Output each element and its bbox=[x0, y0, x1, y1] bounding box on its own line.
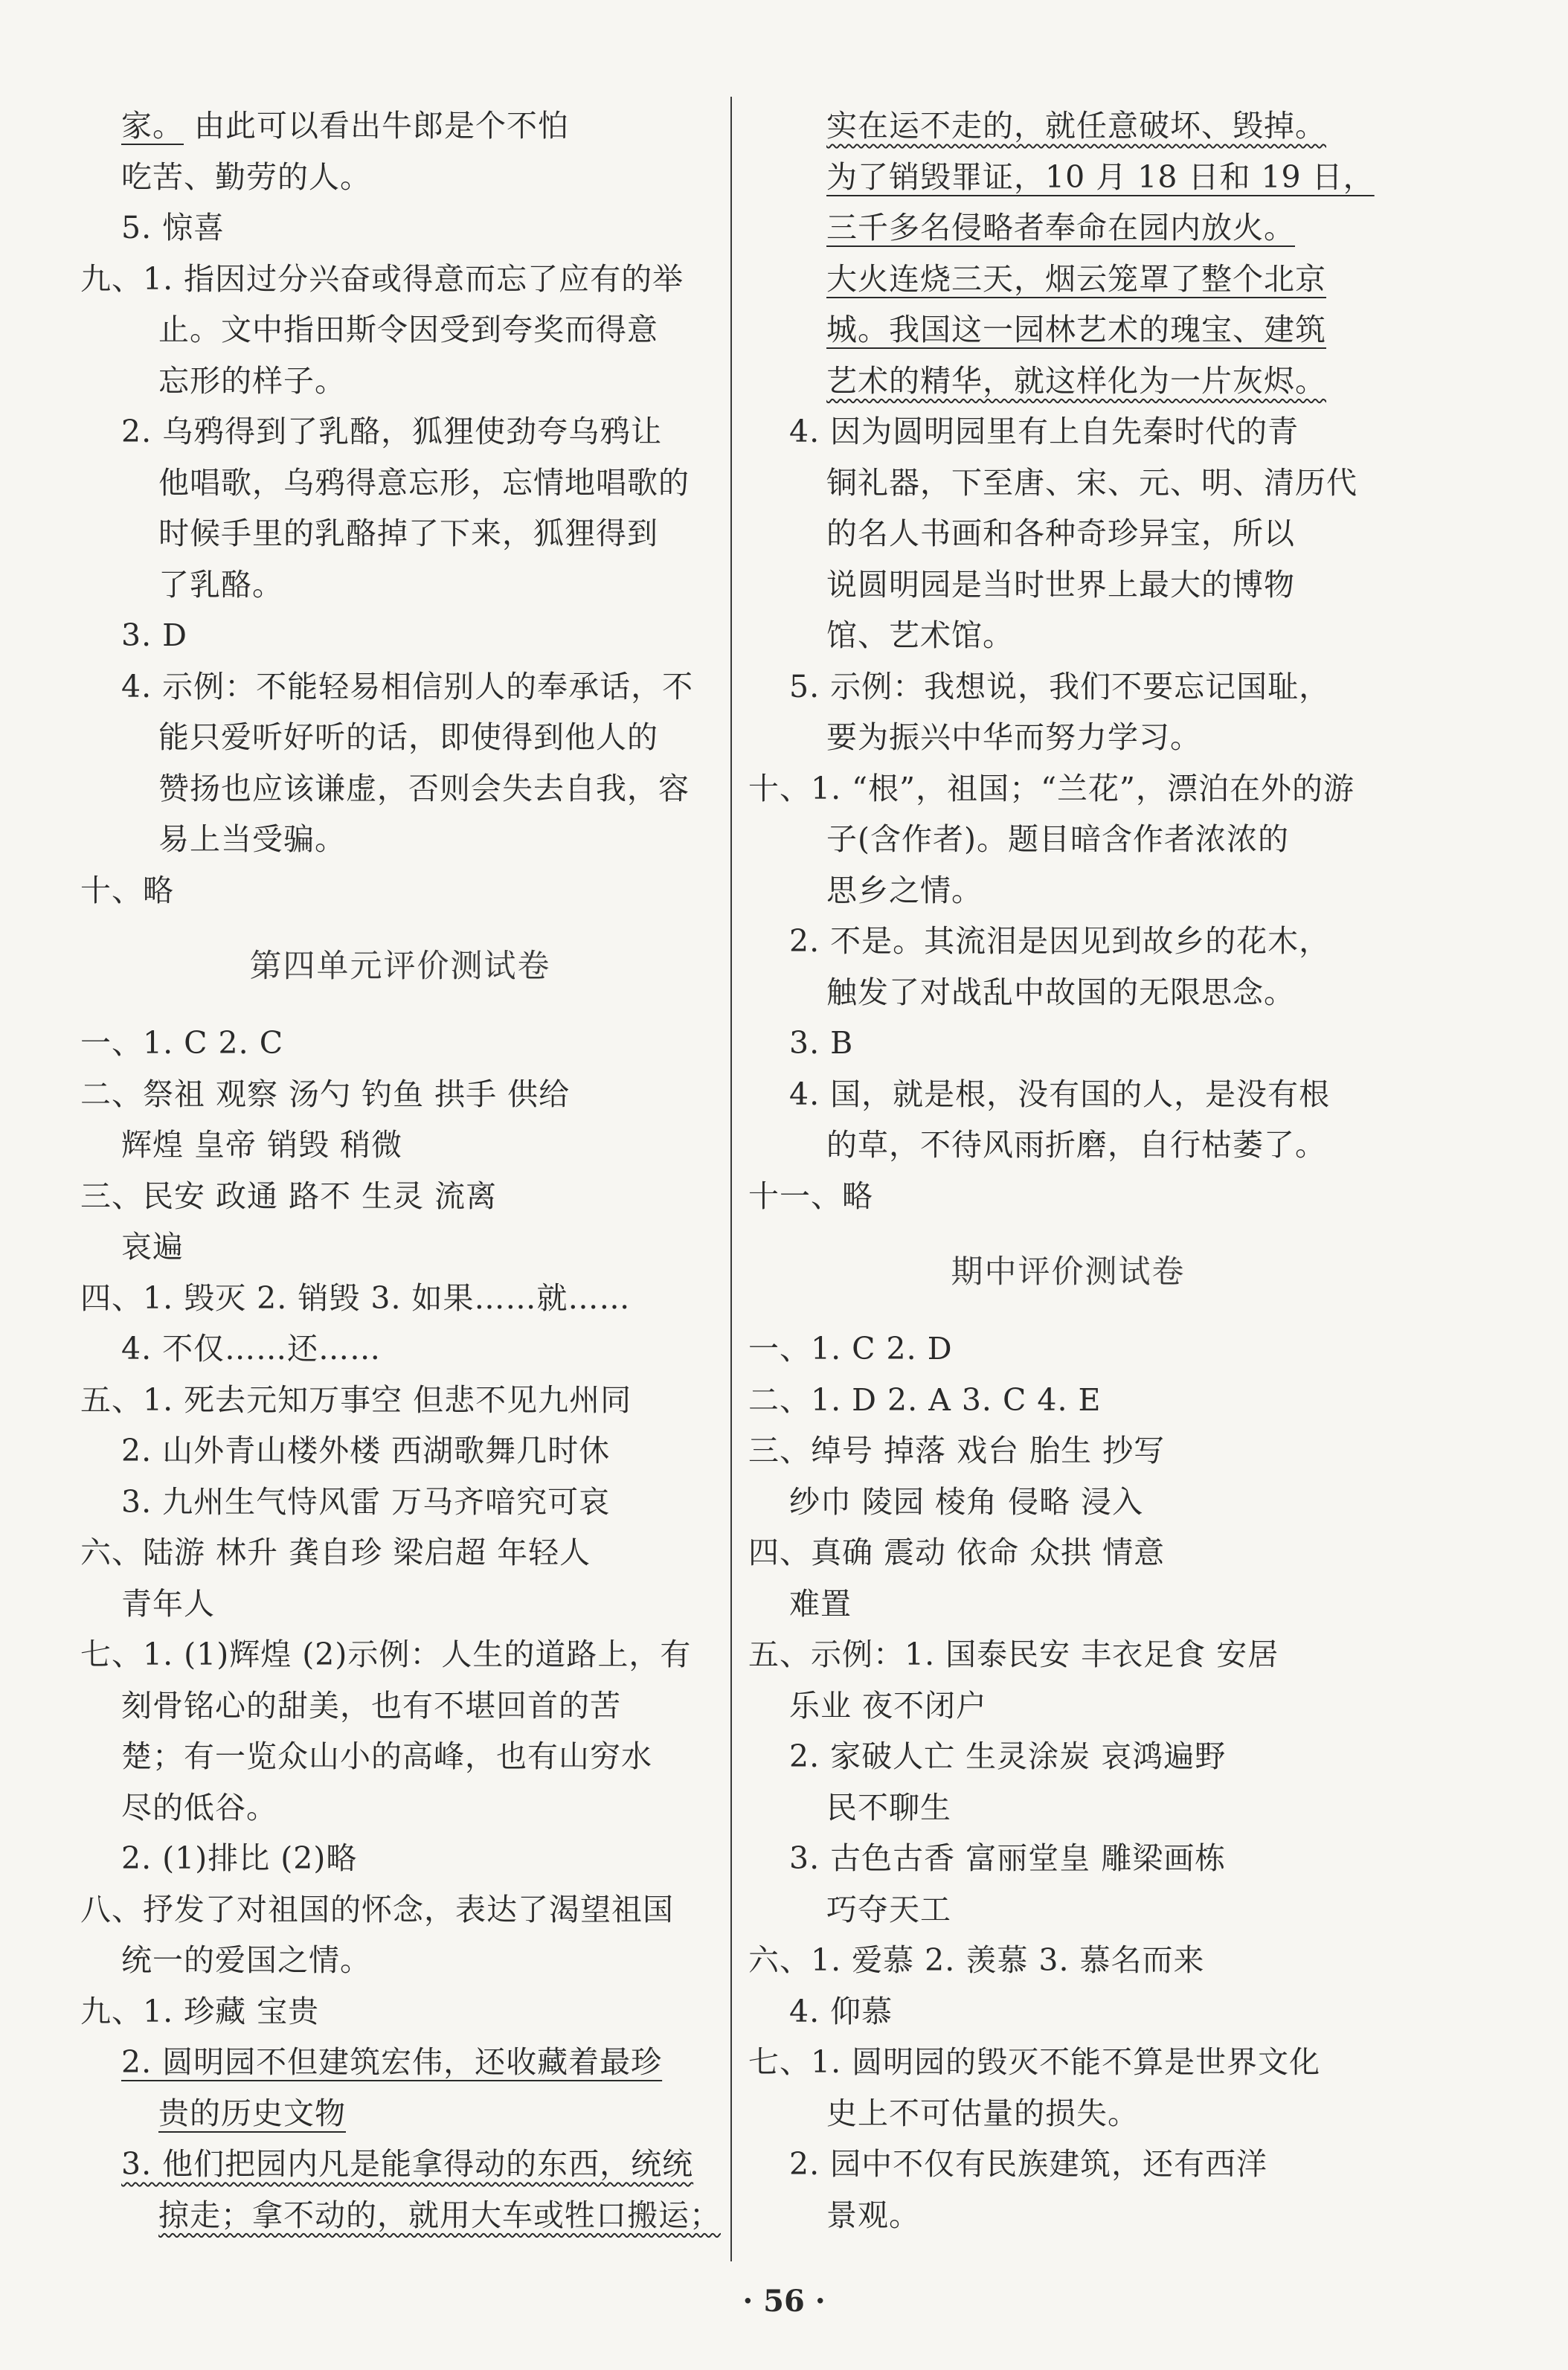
answer-line: 的草，不待风雨折磨，自行枯萎了。 bbox=[826, 1127, 1326, 1163]
answer-line: 4. 仰慕 bbox=[789, 1993, 893, 2029]
answer-line: 馆、艺术馆。 bbox=[826, 617, 1014, 653]
answer-line: 4. 示例：不能轻易相信别人的奉承话，不 bbox=[121, 668, 694, 704]
answer-line: 辉煌 皇帝 销毁 稍微 bbox=[121, 1127, 403, 1163]
answer-line: 易上当受骗。 bbox=[158, 821, 346, 857]
answer-line: 铜礼器，下至唐、宋、元、明、清历代 bbox=[826, 464, 1357, 501]
answer-line bbox=[80, 2190, 720, 2241]
answer-line: 3. 古色古香 富丽堂皇 雕梁画栋 bbox=[789, 1840, 1227, 1876]
answer-line: 2. 园中不仅有民族建筑，还有西洋 bbox=[789, 2146, 1268, 2182]
answer-line: 五、1. 死去元知万事空 但悲不见九州同 bbox=[80, 1381, 632, 1418]
answer-line: 赞扬也应该谦虚，否则会失去自我，容 bbox=[158, 770, 690, 806]
wavy-underlined-text: 实在运不走的，就任意破坏、毁掉。 bbox=[826, 108, 1326, 144]
answer-line bbox=[80, 2037, 720, 2088]
answer-line: 4. 因为圆明园里有上自先秦时代的青 bbox=[789, 414, 1299, 449]
answer-line bbox=[80, 2139, 720, 2190]
wavy-underlined-text: 艺术的精华，就这样化为一片灰烬。 bbox=[826, 362, 1326, 399]
answer-line: 2. 乌鸦得到了乳酪，狐狸使劲夸乌鸦让 bbox=[121, 414, 663, 449]
answer-line: 景观。 bbox=[826, 2197, 920, 2233]
answer-line: 难置 bbox=[789, 1585, 852, 1622]
answer-line: 尽的低谷。 bbox=[121, 1789, 277, 1825]
answer-line bbox=[748, 254, 1388, 305]
answer-line: 2. 山外青山楼外楼 西湖歌舞几时休 bbox=[121, 1433, 611, 1468]
answer-line bbox=[748, 356, 1388, 407]
answer-line: 六、陆游 林升 龚自珍 梁启超 年轻人 bbox=[80, 1535, 591, 1570]
answer-line bbox=[748, 152, 1388, 203]
underlined-text: 2. 圆明园不但建筑宏伟，还收藏着最珍 bbox=[121, 2044, 663, 2080]
answer-line: 四、1. 毁灭 2. 销毁 3. 如果……就…… bbox=[80, 1279, 631, 1316]
answer-line: 3. 九州生气恃风雷 万马齐喑究可哀 bbox=[121, 1483, 611, 1520]
answer-line: 十、略 bbox=[80, 872, 174, 908]
answer-line: 时候手里的乳酪掉了下来，狐狸得到 bbox=[158, 516, 658, 551]
answer-line bbox=[748, 304, 1388, 356]
section-title: 第四单元评价测试卷 bbox=[249, 948, 551, 985]
answer-line: 十、1. “根”，祖国；“兰花”，漂泊在外的游 bbox=[748, 770, 1355, 806]
answer-line: 五、示例：1. 国泰民安 丰衣足食 安居 bbox=[748, 1637, 1279, 1672]
answer-line: 九、1. 珍藏 宝贵 bbox=[80, 1993, 320, 2029]
underlined-text: 三千多名侵略者奉命在园内放火。 bbox=[826, 210, 1295, 245]
answer-line: 民不聊生 bbox=[826, 1789, 951, 1825]
answer-line bbox=[80, 100, 720, 152]
answer-line: 三、绰号 掉落 戏台 胎生 抄写 bbox=[748, 1433, 1166, 1468]
underlined-text: 为了销毁罪证，10 月 18 日和 19 日， bbox=[826, 158, 1375, 195]
right-column bbox=[748, 100, 1388, 2241]
answer-line: 了乳酪。 bbox=[158, 566, 283, 603]
answer-line bbox=[748, 202, 1388, 254]
answer-line: 青年人 bbox=[121, 1585, 215, 1622]
answer-line: 乐业 夜不闭户 bbox=[789, 1687, 988, 1724]
answer-line: 一、1. C 2. C bbox=[80, 1025, 284, 1061]
answer-line: 5. 示例：我想说，我们不要忘记国耻， bbox=[789, 668, 1331, 704]
answer-line: 纱巾 陵园 棱角 侵略 浸入 bbox=[789, 1483, 1144, 1520]
answer-line: 触发了对战乱中故国的无限思念。 bbox=[826, 974, 1295, 1010]
answer-line: 楚；有一览众山小的高峰，也有山穷水 bbox=[121, 1738, 652, 1774]
answer-line: 哀遍 bbox=[121, 1229, 184, 1265]
answer-line: 六、1. 爱慕 2. 羡慕 3. 慕名而来 bbox=[748, 1942, 1205, 1978]
answer-line: 刻骨铭心的甜美，也有不堪回首的苦 bbox=[121, 1687, 621, 1724]
underlined-text: 贵的历史文物 bbox=[158, 2095, 346, 2131]
answer-line bbox=[80, 2088, 720, 2139]
answer-line: 七、1. 圆明园的毁灭不能不算是世界文化 bbox=[748, 2044, 1321, 2080]
answer-line: 统一的爱国之情。 bbox=[121, 1942, 371, 1978]
answer-line: 十一、略 bbox=[748, 1178, 873, 1214]
answer-line: 史上不可估量的损失。 bbox=[826, 2095, 1139, 2131]
answer-line: 忘形的样子。 bbox=[158, 362, 346, 399]
answer-line: 要为振兴中华而努力学习。 bbox=[826, 719, 1201, 755]
answer-line: 止。文中指田斯令因受到夸奖而得意 bbox=[158, 312, 658, 347]
answer-line: 2. 家破人亡 生灵涂炭 哀鸿遍野 bbox=[789, 1738, 1227, 1774]
underlined-text: 大火连烧三天，烟云笼罩了整个北京 bbox=[826, 260, 1326, 297]
wavy-underlined-text: 掠走；拿不动的，就用大车或牲口搬运； bbox=[158, 2197, 721, 2233]
answer-line: 3. D bbox=[121, 617, 188, 653]
page-number: · 56 · bbox=[742, 2284, 826, 2319]
answer-line: 子(含作者)。题目暗含作者浓浓的 bbox=[826, 821, 1289, 857]
answer-line: 能只爱听好听的话，即使得到他人的 bbox=[158, 719, 658, 755]
answer-line: 4. 不仅……还…… bbox=[121, 1331, 382, 1367]
answer-line: 二、祭祖 观察 汤勺 钓鱼 拱手 供给 bbox=[80, 1076, 571, 1112]
answer-line: 的名人书画和各种奇珍异宝，所以 bbox=[826, 516, 1295, 551]
answer-line: 他唱歌，乌鸦得意忘形，忘情地唱歌的 bbox=[158, 464, 690, 501]
answer-line: 吃苦、勤劳的人。 bbox=[121, 158, 371, 195]
answer-line: 3. B bbox=[789, 1025, 854, 1061]
answer-line: 2. 不是。其流泪是因见到故乡的花木， bbox=[789, 923, 1331, 959]
answer-line: 四、真确 震动 依命 众拱 情意 bbox=[748, 1535, 1166, 1570]
answer-line: 二、1. D 2. A 3. C 4. E bbox=[748, 1381, 1102, 1418]
underlined-text: 城。我国这一园林艺术的瑰宝、建筑 bbox=[826, 312, 1326, 347]
answer-line: 5. 惊喜 bbox=[121, 210, 225, 245]
answer-line: 八、抒发了对祖国的怀念，表达了渴望祖国 bbox=[80, 1891, 674, 1927]
answer-line: 巧夺天工 bbox=[826, 1891, 951, 1927]
answer-line: 说圆明园是当时世界上最大的博物 bbox=[826, 566, 1295, 603]
answer-line: 三、民安 政通 路不 生灵 流离 bbox=[80, 1178, 498, 1214]
answer-line: 4. 国，就是根，没有国的人，是没有根 bbox=[789, 1076, 1331, 1112]
answer-line: 2. (1)排比 (2)略 bbox=[121, 1840, 358, 1876]
underlined-text: 家。 bbox=[121, 108, 184, 144]
answer-line: 九、1. 指因过分兴奋或得意而忘了应有的举 bbox=[80, 260, 684, 297]
answer-text: 由此可以看出牛郎是个不怕 bbox=[184, 108, 570, 144]
left-column bbox=[80, 100, 720, 2241]
answer-line bbox=[748, 100, 1388, 152]
answer-line: 七、1. (1)辉煌 (2)示例：人生的道路上，有 bbox=[80, 1637, 692, 1672]
answer-line: 思乡之情。 bbox=[826, 872, 983, 908]
wavy-underlined-text: 3. 他们把园内凡是能拿得动的东西，统统 bbox=[121, 2146, 694, 2182]
column-divider bbox=[730, 97, 732, 2261]
section-title: 期中评价测试卷 bbox=[951, 1253, 1186, 1291]
answer-line: 一、1. C 2. D bbox=[748, 1331, 953, 1367]
